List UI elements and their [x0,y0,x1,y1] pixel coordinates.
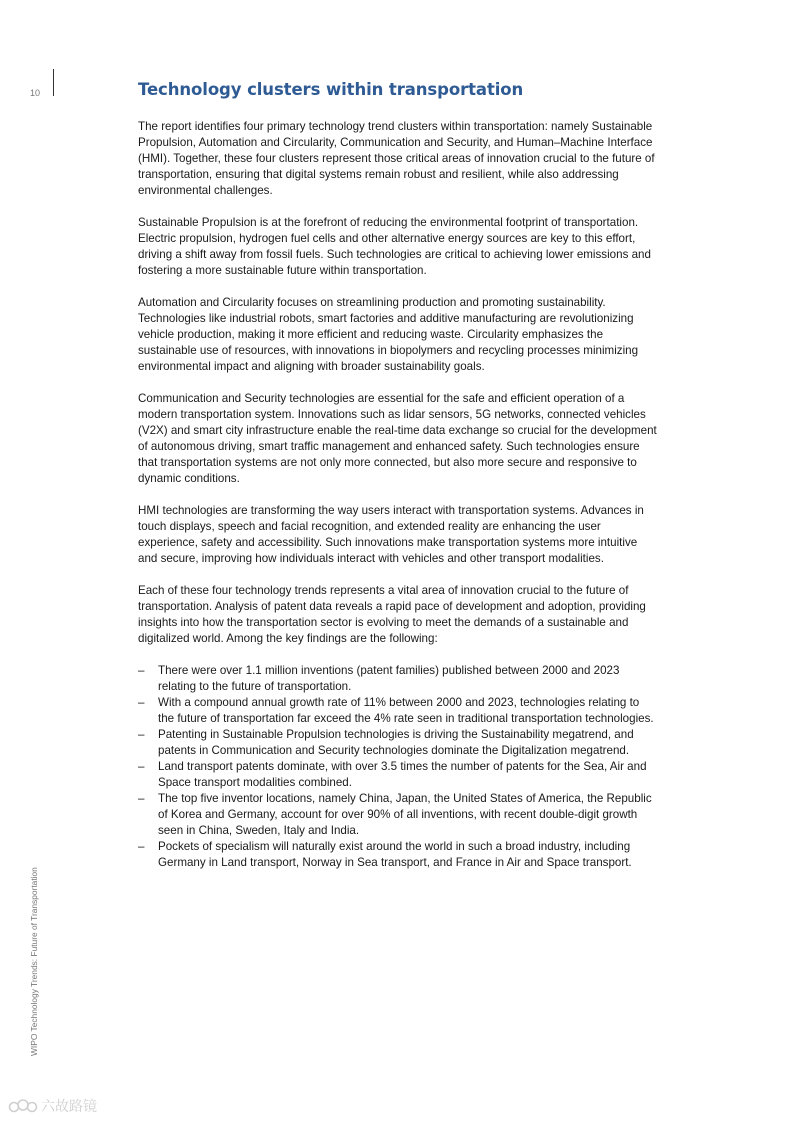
section-content [138,78,658,871]
list-item [138,695,658,727]
bullet-dash: – [138,664,145,677]
hmi-paragraph: HMI technologies are transforming the way users interact with transportation systems. Advances in touch displays, speech and facial recognition, and extended reality are enhancing the user experience, safety and accessibility. Such innovations make transportation systems more intuitive and secure, improving how individuals interact with vehicles and other transport modalities. [138,504,644,565]
intro-paragraph: The report identifies four primary technology trend clusters within transportation: namely Sustainable Propulsion, Automation and Circularity, Communication and Security, and Human–Machine Interface (HMI). Together, these four clusters represent those critical areas of innovation crucial to the future of transportation, ensuring that digital systems remain robust and resilient, while also addressing environmental challenges. [138,120,655,197]
list-item [138,759,658,791]
finding-text: The top five inventor locations, namely China, Japan, the United States of America, the Republic of Korea and Germany, account for over 90% of all inventions, with recent double-digit growth seen in China, Sweden, Italy and India. [158,792,652,837]
list-item [138,663,658,695]
bullet-dash: – [138,728,145,741]
list-item [138,839,658,871]
automation-circularity-paragraph: Automation and Circularity focuses on streamlining production and promoting sustainability. Technologies like industrial robots, smart factories and additive manufacturing are revolutionizing vehicle production, making it more efficient and reducing waste. Circularity emphasizes the sustainable use of resources, with innovations in biopolymers and recycling processes minimizing environmental impact and aligning with broader sustainability goals. [138,296,639,373]
page-number: 10 [30,88,41,98]
watermark [8,1096,97,1116]
list-item [138,727,658,759]
finding-text: Patenting in Sustainable Propulsion technologies is driving the Sustainability megatrend, and patents in Communication and Security technologies dominate the Digitalization megatrend. [158,728,634,757]
finding-text: With a compound annual growth rate of 11% between 2000 and 2023, technologies relating to the future of transportation far exceed the 4% rate seen in traditional transportation technologies. [158,696,654,725]
finding-text: There were over 1.1 million inventions (patent families) published between 2000 and 2023 relating to the future of transportation. [158,664,620,693]
page-number-divider [53,69,54,96]
section-title: Technology clusters within transportation [138,80,524,99]
watermark-logo-icon [8,1097,38,1115]
bullet-dash: – [138,840,145,853]
communication-security-paragraph: Communication and Security technologies are essential for the safe and efficient operation of a modern transportation system. Innovations such as lidar sensors, 5G networks, connected vehicles (V2X) and smart city infrastructure enable the real-time data exchange so crucial for the development of autonomous driving, smart traffic management and enhanced safety. Such technologies ensure that transportation systems are not only more connected, but also more secure and responsive to dynamic conditions. [138,392,657,485]
bullet-dash: – [138,696,145,709]
side-caption: WIPO Technology Trends: Future of Transportation [29,867,39,1056]
list-item [138,791,658,839]
sustainable-propulsion-paragraph: Sustainable Propulsion is at the forefront of reducing the environmental footprint of transportation. Electric propulsion, hydrogen fuel cells and other alternative energy sources are key to this effort, driving a shift away from fossil fuels. Such technologies are critical to achieving lower emissions and fostering a more sustainable future within transportation. [138,216,651,277]
finding-text: Pockets of specialism will naturally exist around the world in such a broad industry, including Germany in Land transport, Norway in Sea transport, and France in Air and Space transport. [158,840,632,869]
finding-text: Land transport patents dominate, with over 3.5 times the number of patents for the Sea, Air and Space transport modalities combined. [158,760,647,789]
bullet-dash: – [138,792,145,805]
watermark-text: 六故路镜 [41,1099,97,1115]
bullet-dash: – [138,760,145,773]
findings-intro-paragraph: Each of these four technology trends represents a vital area of innovation crucial to the future of transportation. Analysis of patent data reveals a rapid pace of development and adoption, providing insights into how the transportation sector is evolving to meet the demands of a sustainable and digitalized world. Among the key findings are the following: [138,584,646,645]
key-findings-list [138,663,658,871]
